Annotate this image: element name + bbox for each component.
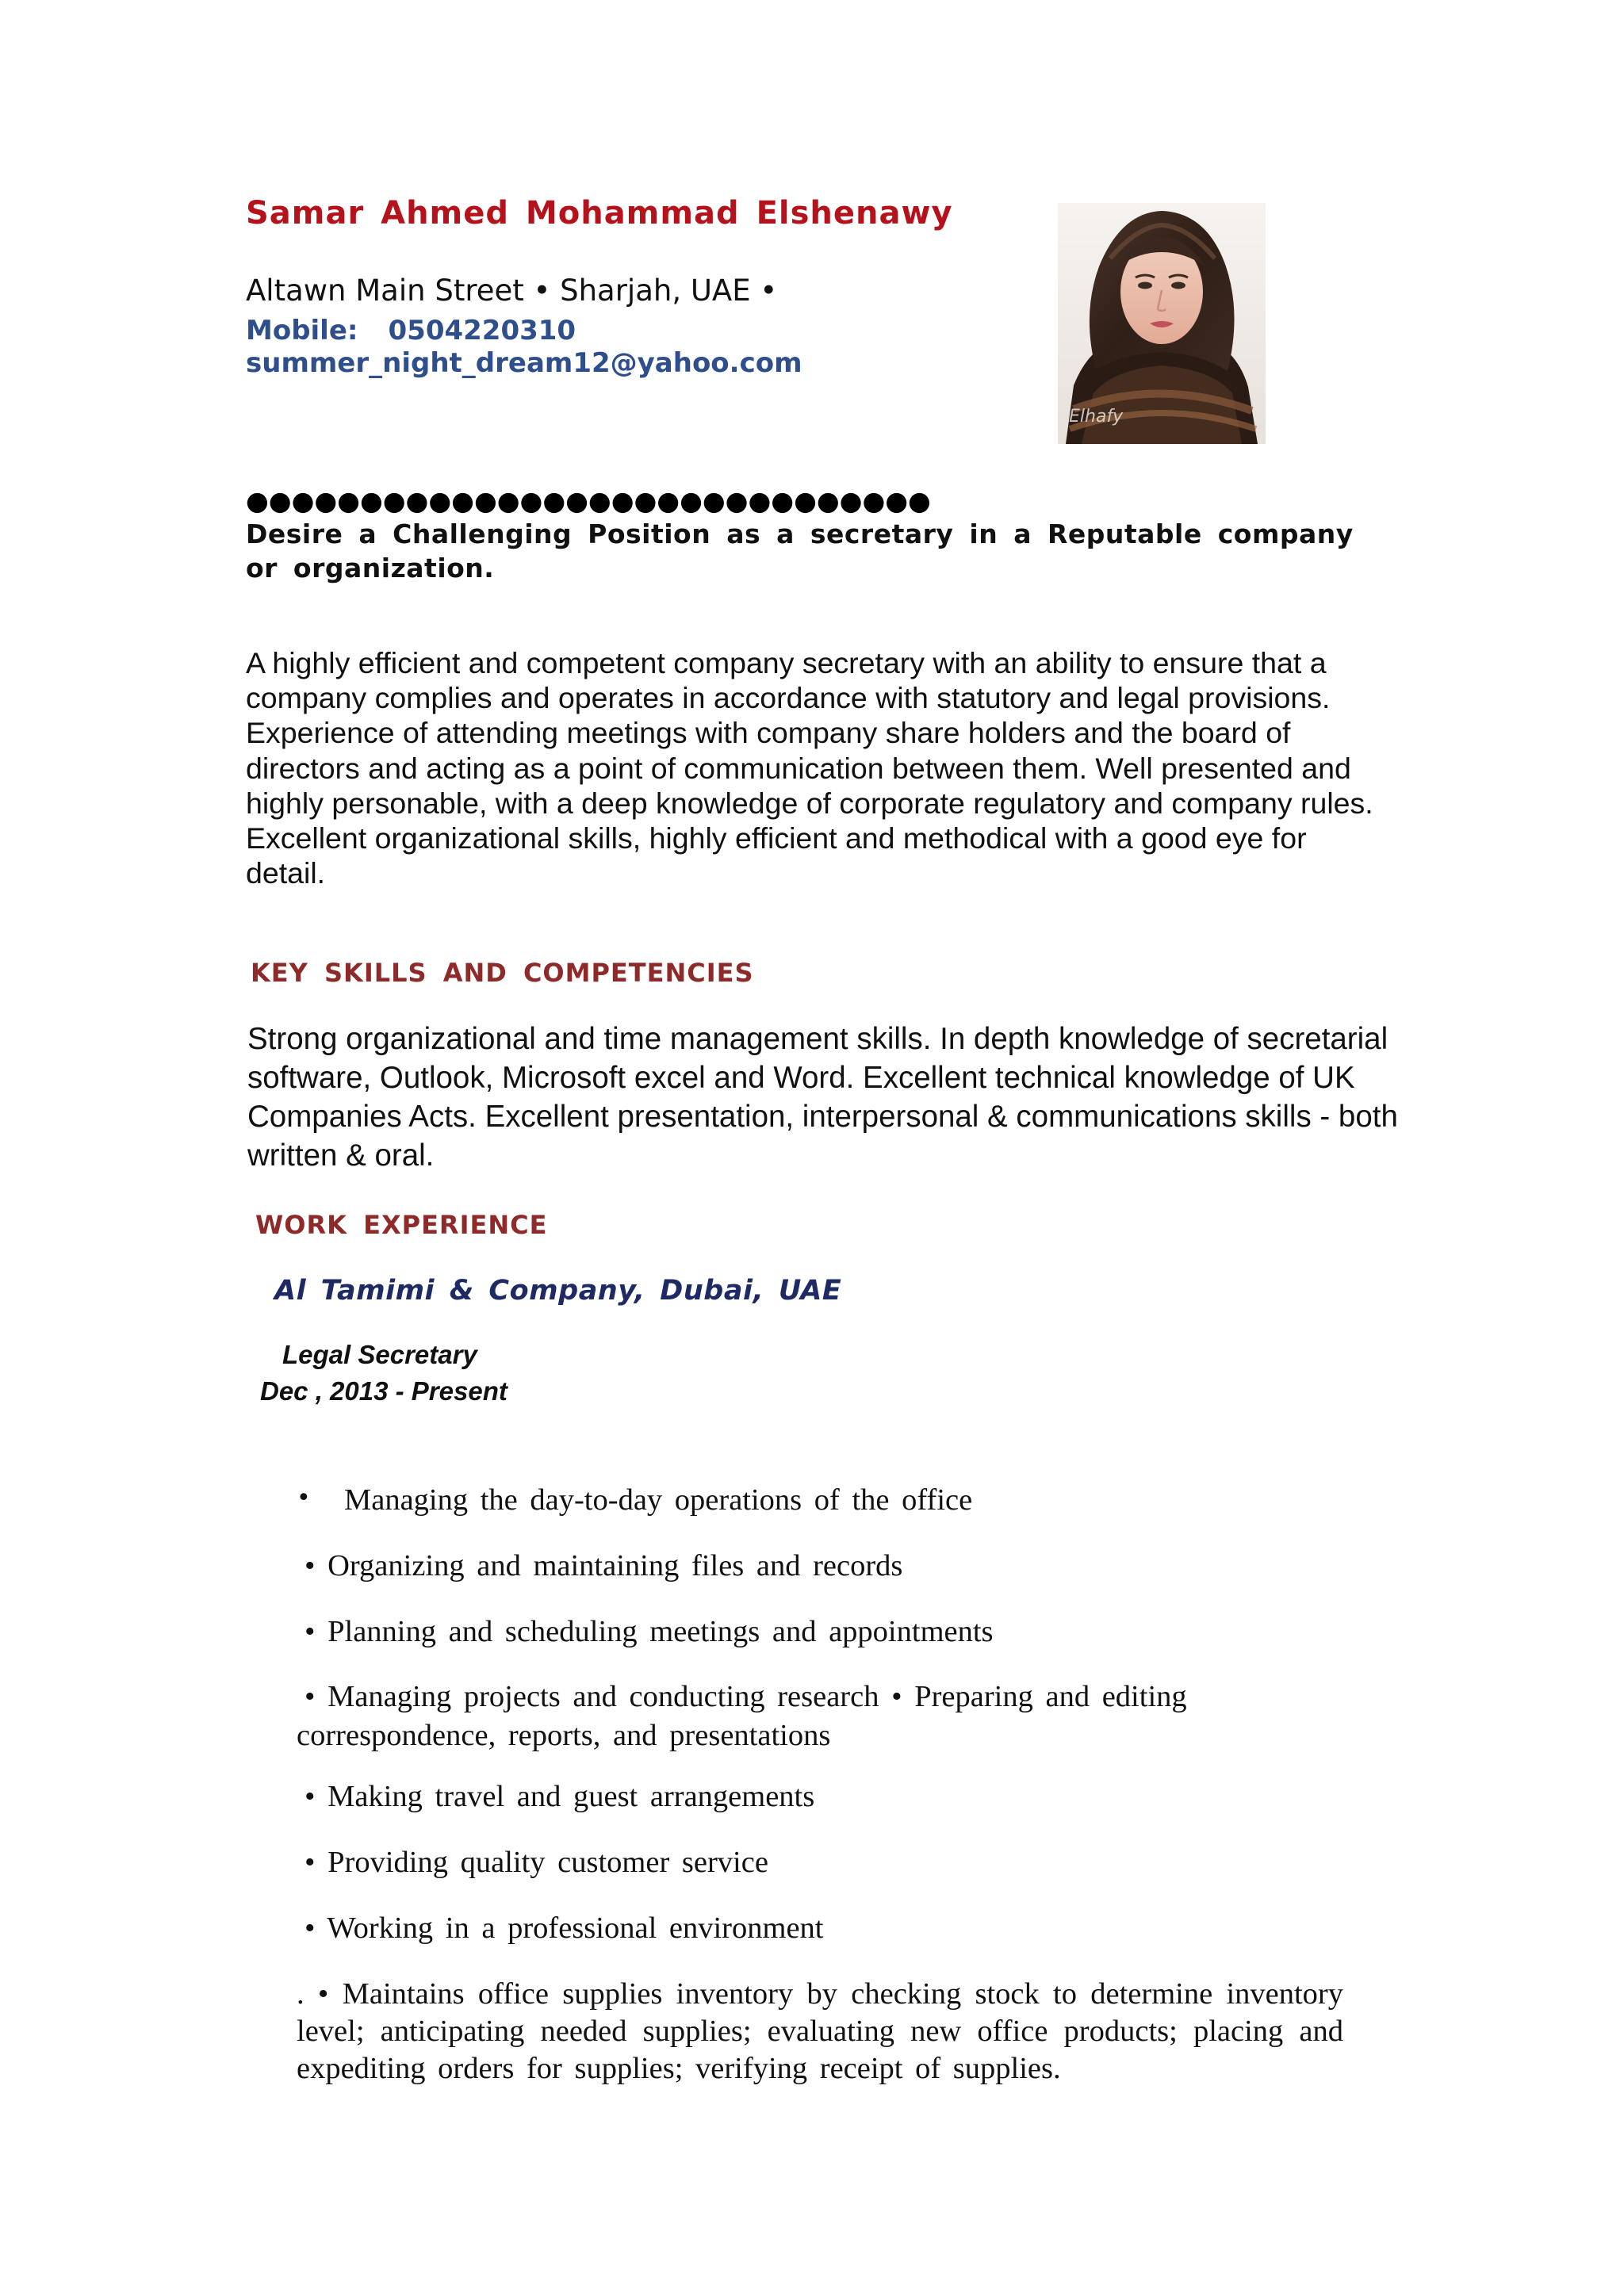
mobile-number: 0504220310 [388,315,576,346]
duty-item: Managing the day-to-day operations of the office [344,1483,973,1517]
profile-photo [1058,203,1266,444]
candidate-name: Samar Ahmed Mohammad Elshenawy [246,195,953,232]
photo-watermark: Elhafy [1069,407,1124,427]
duty-item: • Organizing and maintaining files and records [304,1549,903,1582]
mobile-label: Mobile: [246,315,358,346]
professional-summary: A highly efficient and competent company secretary with an ability to ensure that a company complies and operates in accordance with statutory and legal provisions. Experience of attending meetings with company share holders and the board of directors and acting as a point of communication between them. Well presented and highly personable, with a deep knowledge of corporate regulatory and company rules. Excellent organizational skills, highly efficient and methodical with a good eye for detail. [246,646,1373,890]
career-objective: Desire a Challenging Position as a secretary in a Reputable company or organization. [246,519,1354,584]
skills-heading: KEY SKILLS AND COMPETENCIES [251,958,754,988]
work-experience-heading: WORK EXPERIENCE [255,1210,548,1240]
duty-item: • Planning and scheduling meetings and appointments [304,1615,994,1648]
profile-photo-illustration [1058,203,1266,444]
duty-item: • Managing projects and conducting research • Preparing and editing [304,1680,1187,1713]
email: summer_night_dream12@yahoo.com [246,347,802,379]
duty-item: • Making travel and guest arrangements [304,1780,815,1813]
bullet-icon: • [297,1484,311,1512]
job-dates: Dec , 2013 - Present [260,1376,508,1406]
job-title: Legal Secretary [282,1340,477,1369]
skills-text: Strong organizational and time management skills. In depth knowledge of secretarial software, Outlook, Microsoft excel and Word. Excellent technical knowledge of UK Companies Acts. Excellent presentation, interpersonal & communications skills - both written & oral. [247,1022,1398,1173]
duty-item: • Working in a professional environment [304,1911,824,1945]
address: Altawn Main Street • Sharjah, UAE • [246,274,778,308]
duty-item-continuation: correspondence, reports, and presentations [297,1719,831,1752]
company-name: Al Tamimi & Company, Dubai, UAE [274,1275,842,1307]
decorative-dots-divider: ●●●●●●●●●●●●●●●●●●●●●●●●●●●●●● [246,485,931,516]
duty-item: . • Maintains office supplies inventory by checking stock to determine inventory level; anticipating needed supplies; evaluating new office products; placing and expediting orders for supplies; verifying receipt of supplies. [297,1977,1343,2085]
mobile-line [246,315,576,346]
duty-item: • Providing quality customer service [304,1846,768,1879]
